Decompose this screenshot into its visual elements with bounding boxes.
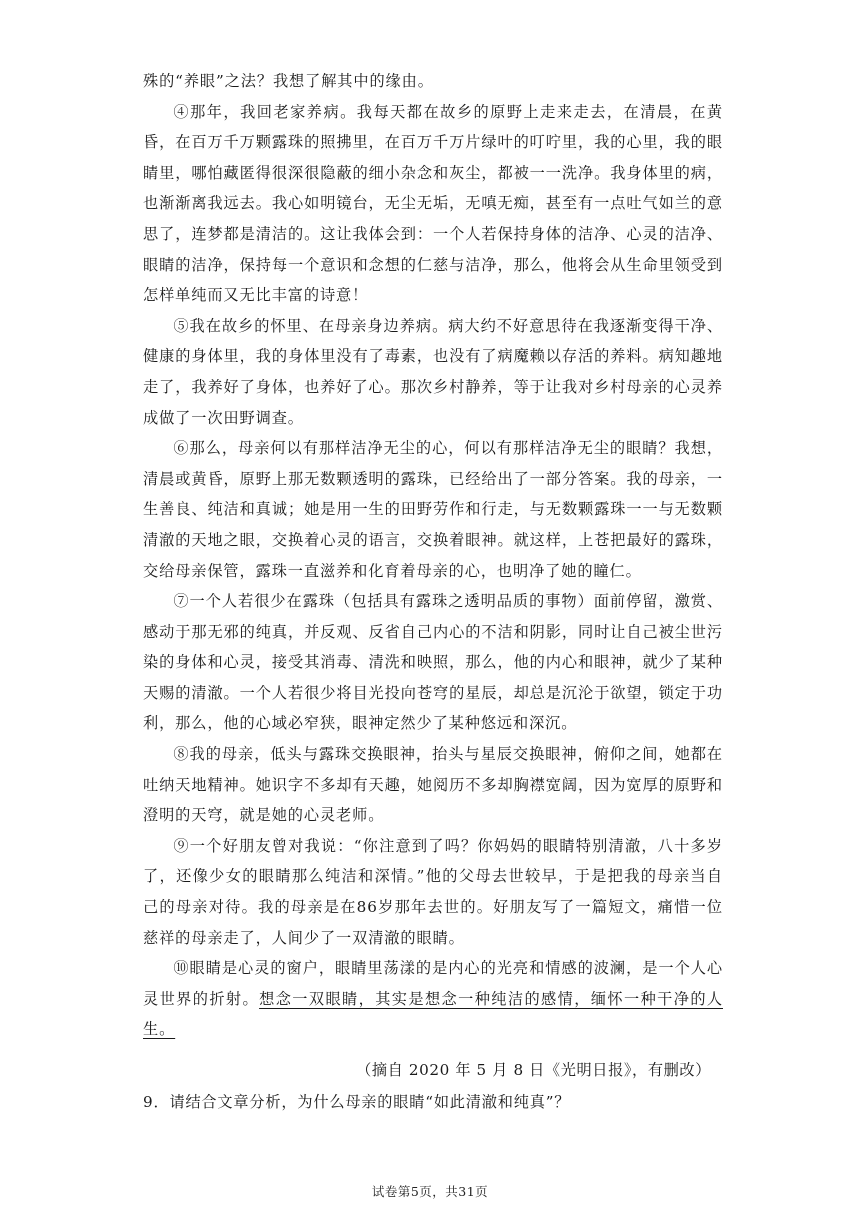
paragraph-7: ⑦一个人若很少在露珠（包括具有露珠之透明品质的事物）面前停留，激赏、感动于那无邪的纯真，并反观、反省自己内心的不洁和阴影，同时让自己被尘世污染的身体和心灵，接受其消毒、清洗和映照，那么，他的内心和眼神，就少了某种天赐的清澈。一个人若很少将目光投向苍穹的星辰，却总是沉沦于欲望，锁定于功利，那么，他的心域必窄狭，眼神定然少了某种悠远和深沉。 [143,592,723,733]
paragraph-3-tail: 殊的“养眼”之法？我想了解其中的缘由。 [143,72,434,90]
paragraph-10 [143,953,723,1045]
article-body [143,66,723,1117]
page-footer: 试卷第5页，共31页 [371,1184,489,1199]
paragraph-4: ④那年，我回老家养病。我每天都在故乡的原野上走来走去，在清晨，在黄昏，在百万千万颗露珠的照拂里，在百万千万片绿叶的叮咛里，我的心里，我的眼睛里，哪怕藏匿得很深很隐蔽的细小杂念和灰尘，都被一一洗净。我身体里的病，也渐渐离我远去。我心如明镜台，无尘无垢，无嗔无痴，甚至有一点吐气如兰的意思了，连梦都是清洁的。这让我体会到：一个人若保持身体的洁净、心灵的洁净、眼睛的洁净，保持每一个意识和念想的仁慈与洁净，那么，他将会从生命里领受到怎样单纯而又无比丰富的诗意！ [143,102,723,305]
paragraph-5: ⑤我在故乡的怀里、在母亲身边养病。病大约不好意思待在我逐渐变得干净、健康的身体里，我的身体里没有了毒素，也没有了病魔赖以存活的养料。病知趣地走了，我养好了身体，也养好了心。那次乡村静养，等于让我对乡村母亲的心灵养成做了一次田野调查。 [143,316,723,427]
article-source: （摘自 2020 年 5 月 8 日《光明日报》，有删改） [356,1061,711,1079]
paragraph-6: ⑥那么，母亲何以有那样洁净无尘的心，何以有那样洁净无尘的眼睛？我想，清晨或黄昏，原野上那无数颗透明的露珠，已经给出了一部分答案。我的母亲，一生善良、纯洁和真诚；她是用一生的田野劳作和行走，与无数颗露珠一一与无数颗清澈的天地之眼，交换着心灵的语言，交换着眼神。就这样，上苍把最好的露珠，交给母亲保管，露珠一直滋养和化育着母亲的心，也明净了她的瞳仁。 [143,439,723,580]
paragraph-9: ⑨一个好朋友曾对我说：“你注意到了吗？你妈妈的眼睛特别清澈，八十多岁了，还像少女的眼睛那么纯洁和深情。”他的父母去世较早，于是把我的母亲当自己的母亲对待。我的母亲是在86岁那年去世的。好朋友写了一篇短文，痛惜一位慈祥的母亲走了，人间少了一双清澈的眼睛。 [143,836,723,947]
paragraph-8: ⑧我的母亲，低头与露珠交换眼神，抬头与星辰交换眼神，俯仰之间，她都在吐纳天地精神。她识字不多却有天趣，她阅历不多却胸襟宽阔，因为宽厚的原野和澄明的天穹，就是她的心灵老师。 [143,745,723,825]
paragraph-10-text: ⑩眼睛是心灵的窗户，眼睛里荡漾的是内心的光亮和情感的波澜，是一个人心灵世界的折射。 [143,959,723,1008]
underlined-sentence: 想念一双眼睛，其实是想念一种纯洁的感情，缅怀一种干净的人生。 [143,989,723,1039]
question-9: 9．请结合文章分析，为什么母亲的眼睛“如此清澈和纯真”？ [143,1093,571,1111]
